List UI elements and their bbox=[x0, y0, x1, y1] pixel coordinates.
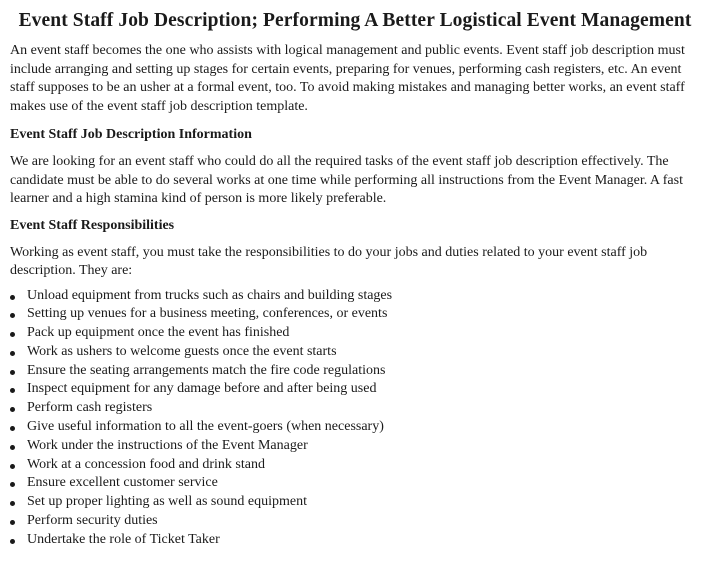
bullet-icon bbox=[10, 295, 15, 300]
list-item bbox=[10, 343, 700, 362]
bullet-icon bbox=[10, 313, 15, 318]
list-item-text: Inspect equipment for any damage before and after being used bbox=[27, 381, 377, 397]
list-item-text: Perform cash registers bbox=[27, 400, 153, 416]
list-item-text: Work under the instructions of the Event Manager bbox=[27, 437, 308, 453]
bullet-icon bbox=[10, 370, 15, 375]
list-item bbox=[10, 324, 700, 343]
list-item bbox=[10, 493, 700, 512]
bullet-icon bbox=[10, 445, 15, 450]
list-item-text: Set up proper lighting as well as sound equipment bbox=[27, 494, 307, 510]
info-heading: Event Staff Job Description Information bbox=[10, 127, 252, 142]
list-item-text: Give useful information to all the event-goers (when necessary) bbox=[27, 419, 384, 435]
bullet-icon bbox=[10, 407, 15, 412]
list-item bbox=[10, 287, 700, 306]
list-item-text: Ensure excellent customer service bbox=[27, 475, 218, 491]
bullet-icon bbox=[10, 426, 15, 431]
bullet-icon bbox=[10, 501, 15, 506]
list-item-text: Perform security duties bbox=[27, 513, 158, 529]
list-item-text: Pack up equipment once the event has finished bbox=[27, 325, 290, 341]
responsibilities-list bbox=[10, 287, 700, 550]
bullet-icon bbox=[10, 332, 15, 337]
list-item-text: Undertake the role of Ticket Taker bbox=[27, 531, 220, 547]
list-item bbox=[10, 456, 700, 475]
list-item-text: Work as ushers to welcome guests once the event starts bbox=[27, 343, 337, 359]
list-item bbox=[10, 305, 700, 324]
list-item bbox=[10, 362, 700, 381]
list-item bbox=[10, 437, 700, 456]
list-item bbox=[10, 531, 700, 550]
list-item bbox=[10, 399, 700, 418]
responsibilities-paragraph: Working as event staff, you must take the responsibilities to do your jobs and duties related to your event staff job description. They are: bbox=[10, 244, 648, 278]
list-item-text: Work at a concession food and drink stand bbox=[27, 456, 265, 472]
bullet-icon bbox=[10, 388, 15, 393]
list-item-text: Unload equipment from trucks such as chairs and building stages bbox=[27, 287, 393, 303]
list-item bbox=[10, 380, 700, 399]
list-item bbox=[10, 474, 700, 493]
list-item bbox=[10, 512, 700, 531]
bullet-icon bbox=[10, 464, 15, 469]
list-item-text: Setting up venues for a business meeting, conferences, or events bbox=[27, 306, 388, 322]
info-paragraph: We are looking for an event staff who could do all the required tasks of the event staff job description effectively. The candidate must be able to do several works at one time while performing all instructions from the Event Manager. A fast learner and a high stamina kind of person is more likely preferable. bbox=[10, 154, 683, 206]
responsibilities-heading: Event Staff Responsibilities bbox=[10, 217, 175, 233]
page-title: Event Staff Job Description; Performing A Better Logistical Event Management bbox=[18, 10, 692, 31]
bullet-icon bbox=[10, 520, 15, 525]
bullet-icon bbox=[10, 482, 15, 487]
bullet-icon bbox=[10, 539, 15, 544]
bullet-icon bbox=[10, 351, 15, 356]
list-item bbox=[10, 418, 700, 437]
intro-paragraph: An event staff becomes the one who assists with logical management and public events. Event staff job description must include arranging and setting up stages for certain events, preparing for venues, performing cash registers, etc. An event staff supposes to be an usher at a formal event, too. To avoid making mistakes and managing better works, an event staff makes use of the event staff job description template. bbox=[10, 43, 685, 114]
list-item-text: Ensure the seating arrangements match the fire code regulations bbox=[27, 362, 386, 378]
